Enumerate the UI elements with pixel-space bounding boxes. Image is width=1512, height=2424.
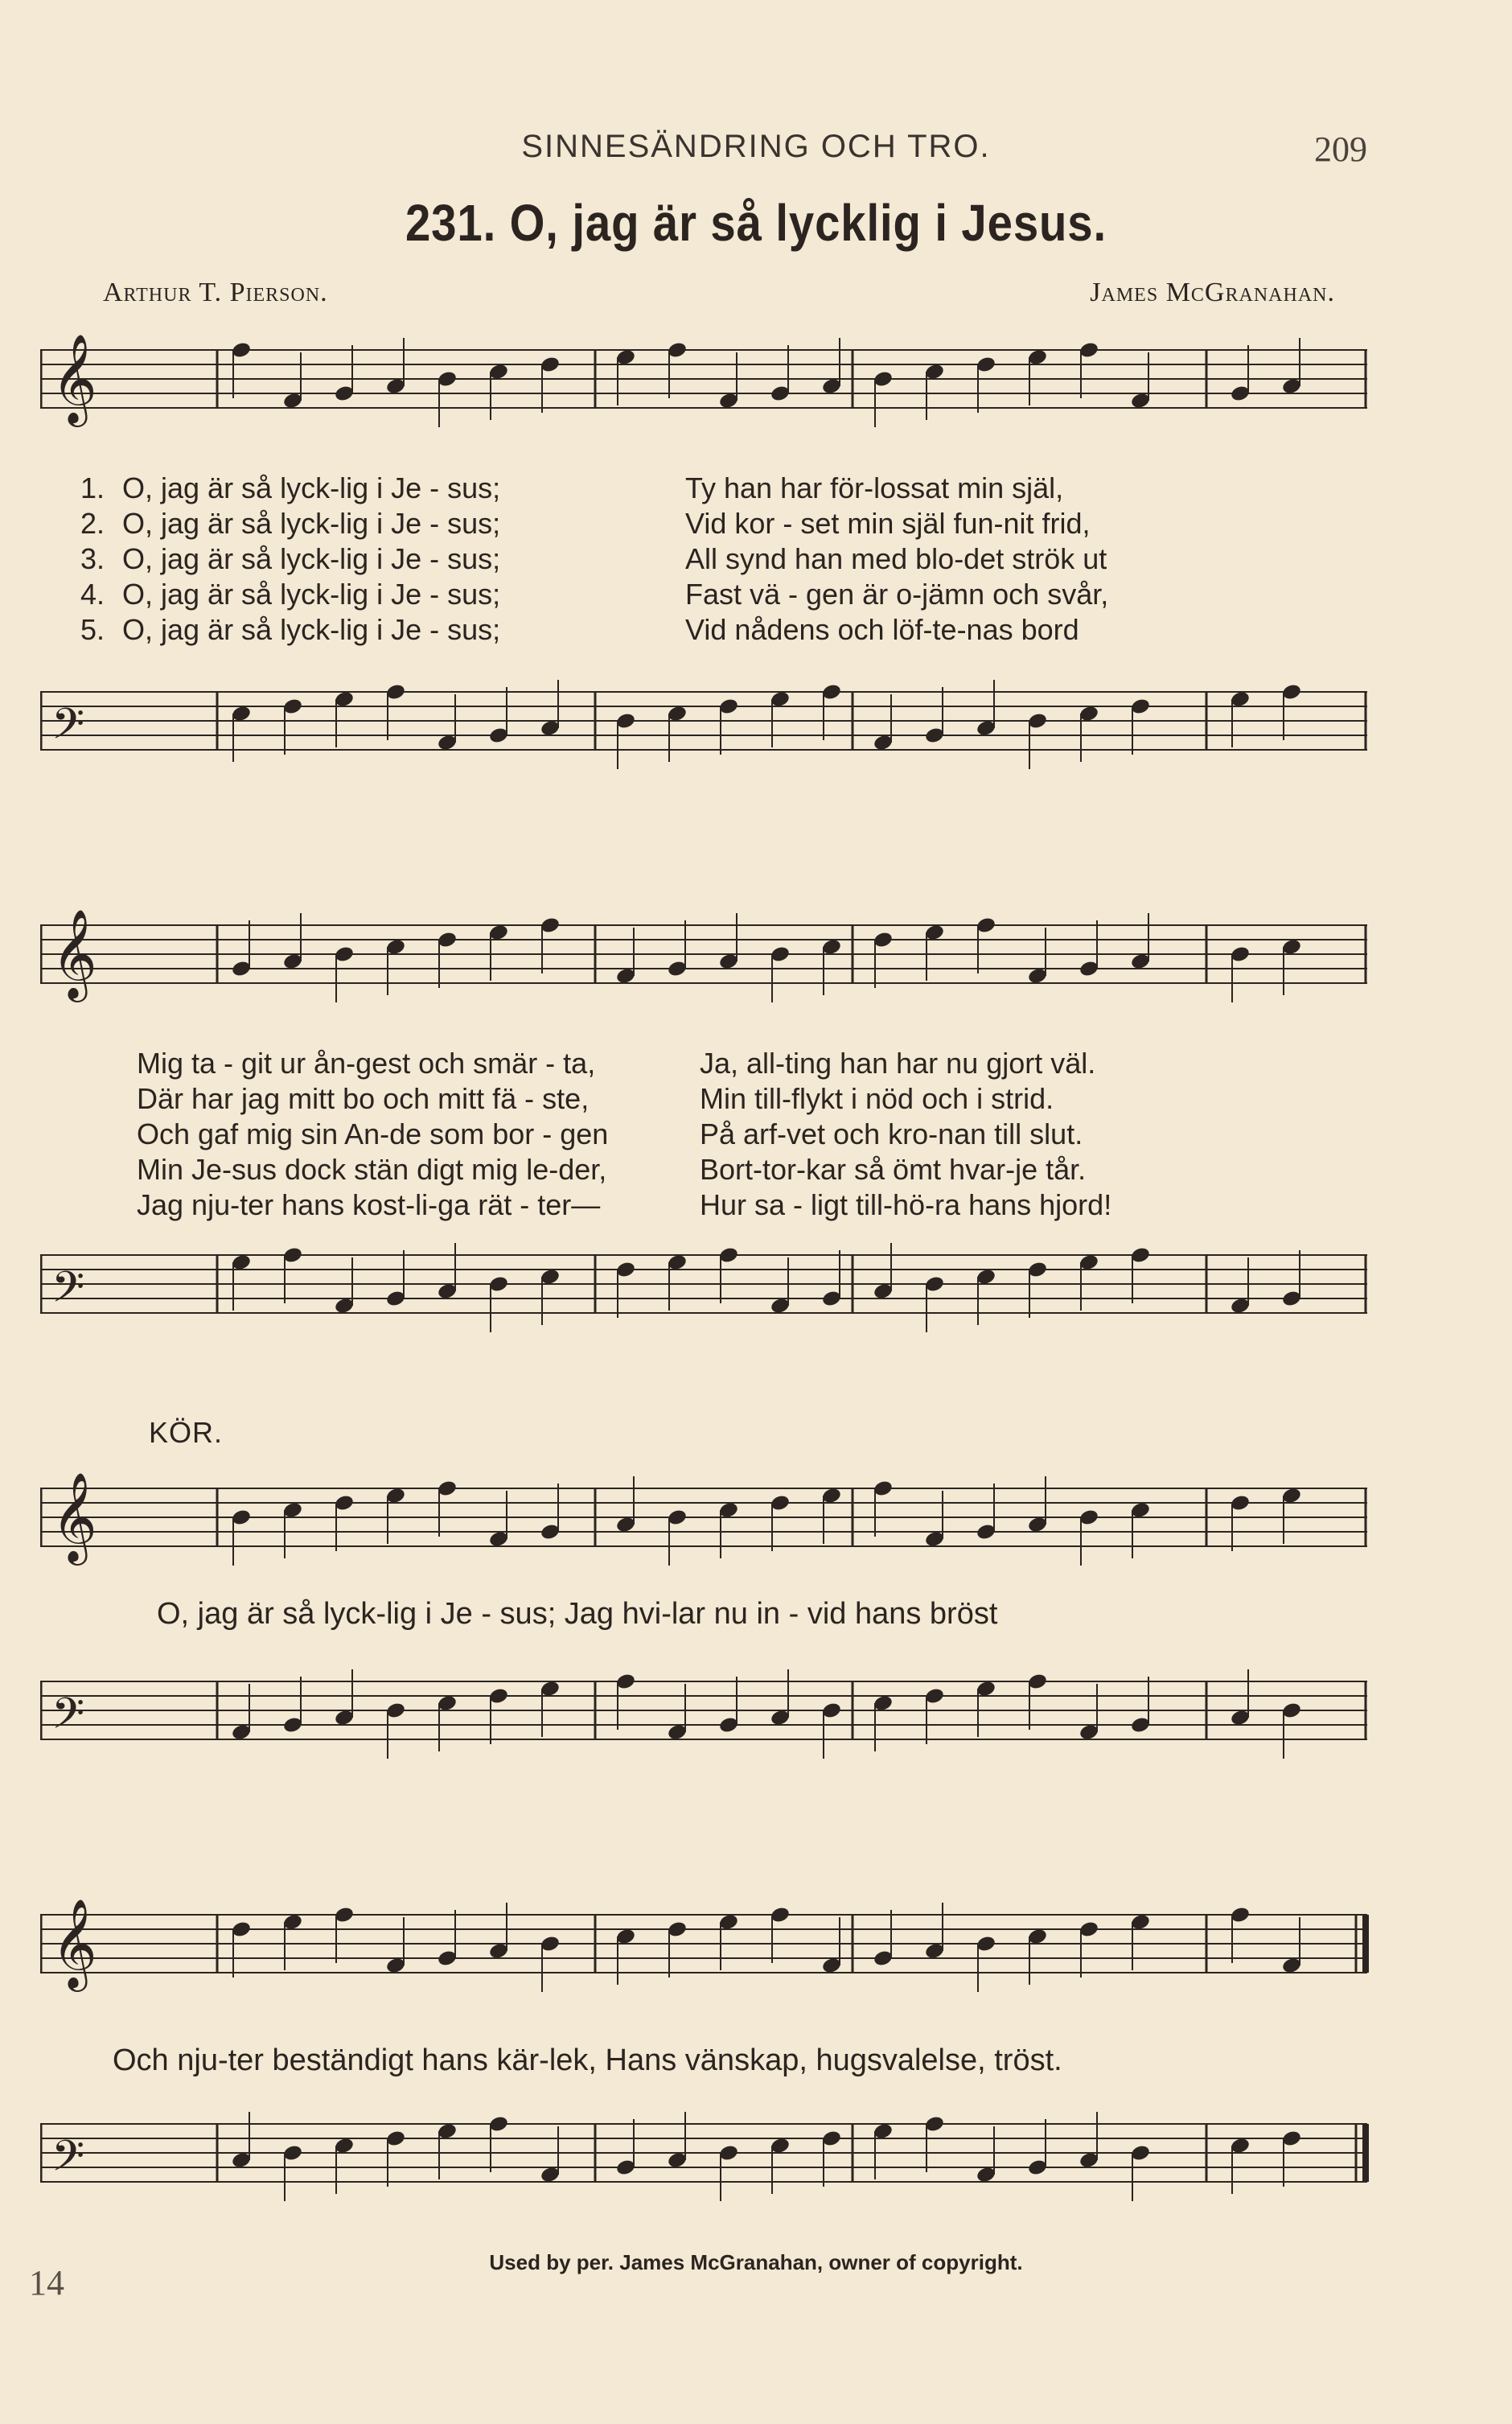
copyright-credit: Used by per. James McGranahan, owner of copyright. [489, 2250, 1023, 2274]
bass-clef-icon: 𝄢 [51, 1689, 85, 1749]
verse-row: Jag nju-ter hans kost-li-ga rät - ter— Hur sa - ligt till-hö-ra hans hjord! [137, 1188, 1112, 1221]
hymn-title: 231. O, jag är så lycklig i Jesus. [405, 194, 1107, 252]
verse-row: Min Je-sus dock stän digt mig le-der, Bort-tor-kar så ömt hvar-je tår. [137, 1153, 1087, 1186]
running-head: SINNESÄNDRING OCH TRO. [521, 129, 991, 164]
page-number: 209 [1314, 130, 1367, 169]
refrain-lyrics-line-2: Och nju-ter beständigt hans kär-lek, Hans vänskap, hugsvalelse, tröst. [113, 2043, 1062, 2077]
verse-row: 4. O, jag är så lyck-lig i Je - sus; Fast vä - gen är o-jämn och svår, [80, 578, 1109, 611]
treble-clef-icon: 𝄞 [51, 908, 97, 998]
treble-clef-icon: 𝄞 [51, 333, 97, 423]
bass-staff-svg [40, 1223, 1375, 1384]
verse-row: 5. O, jag är så lyck-lig i Je - sus; Vid nådens och löf-te-nas bord [80, 613, 1079, 646]
margin-signature-mark: 14 [29, 2263, 64, 2303]
verse-row: Mig ta - git ur ån-gest och smär - ta, Ja, all-ting han har nu gjort väl. [137, 1047, 1096, 1080]
bass-staff-svg [40, 1649, 1375, 1810]
author-credit: Arthur T. Pierson. [103, 278, 328, 307]
bass-staff-system-2 [40, 1223, 1375, 1384]
treble-staff-system-4 [40, 1883, 1375, 2043]
treble-staff-svg [40, 893, 1375, 1054]
bass-staff-system-3 [40, 1649, 1375, 1810]
verse-row: 2. O, jag är så lyck-lig i Je - sus; Vid kor - set min själ fun-nit frid, [80, 507, 1091, 540]
treble-staff-svg [40, 1883, 1375, 2043]
treble-staff-system-3 [40, 1456, 1375, 1617]
bass-staff-svg [40, 2092, 1375, 2253]
bass-staff-system-4 [40, 2092, 1375, 2253]
verse-lyrics-line-2 [137, 1046, 1279, 1223]
verse-row: 3. O, jag är så lyck-lig i Je - sus; All synd han med blo-det strök ut [80, 542, 1107, 575]
verse-row: Där har jag mitt bo och mitt fä - ste, Min till-flykt i nöd och i strid. [137, 1082, 1054, 1115]
refrain-label: KÖR. [149, 1416, 224, 1449]
treble-staff-system-2 [40, 893, 1375, 1054]
composer-credit: James McGranahan. [1090, 278, 1335, 307]
treble-clef-icon: 𝄞 [51, 1471, 97, 1562]
treble-clef-icon: 𝄞 [51, 1898, 97, 1988]
verse-row: Och gaf mig sin An-de som bor - gen På arf-vet och kro-nan till slut. [137, 1117, 1083, 1150]
verse-lyrics-line-1 [48, 471, 1264, 648]
refrain-lyrics-line-1: O, jag är så lyck-lig i Je - sus; Jag hvi-lar nu in - vid hans bröst [157, 1597, 998, 1631]
bass-staff-system-1 [40, 660, 1375, 821]
bass-clef-icon: 𝄢 [51, 2132, 85, 2191]
verse-row: 1. O, jag är så lyck-lig i Je - sus; Ty han har för-lossat min själ, [80, 471, 1064, 504]
treble-staff-svg [40, 1456, 1375, 1617]
bass-clef-icon: 𝄢 [51, 1263, 85, 1323]
bass-clef-icon: 𝄢 [51, 700, 85, 759]
treble-staff-system-1 [40, 318, 1375, 479]
treble-staff-svg [40, 318, 1375, 479]
bass-staff-svg [40, 660, 1375, 821]
